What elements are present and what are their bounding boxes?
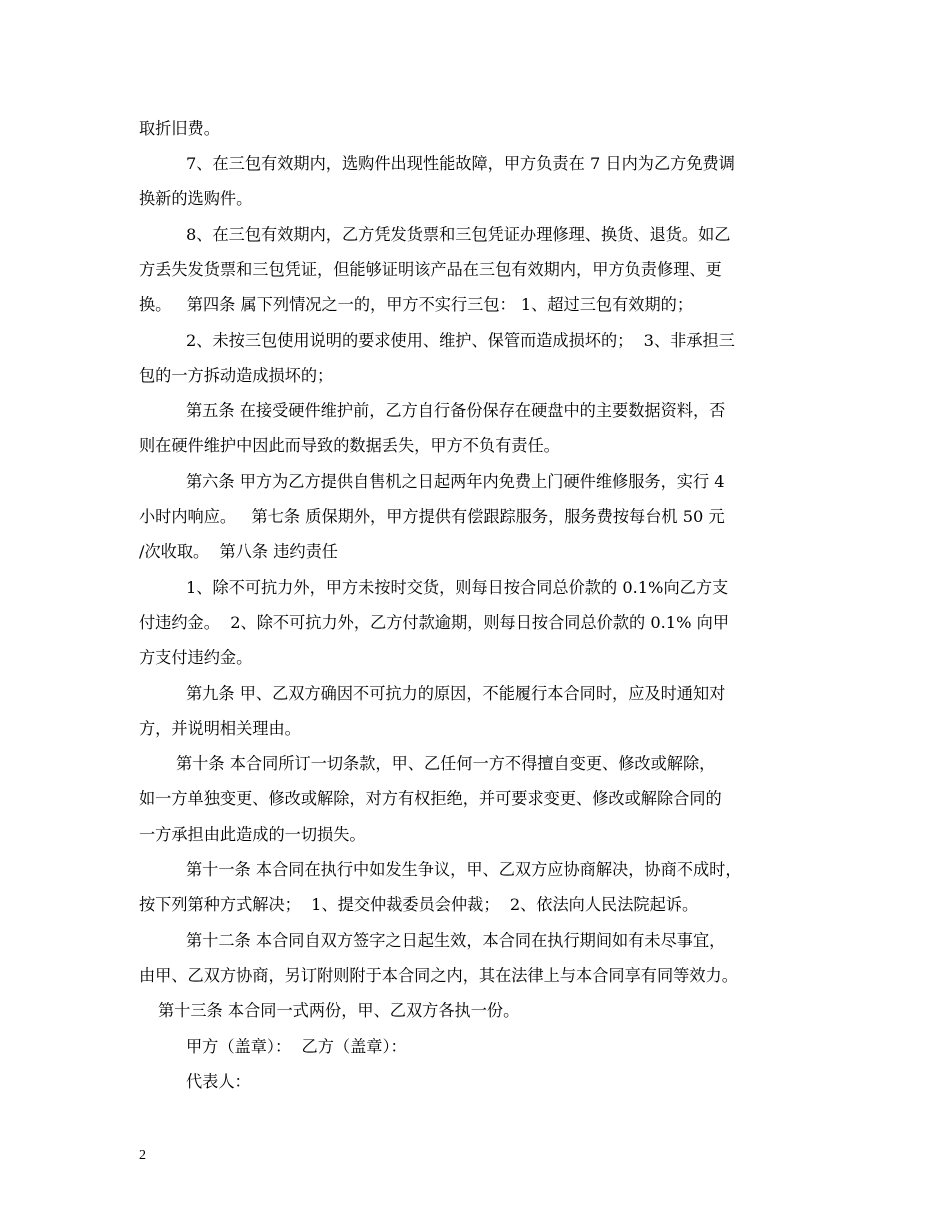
text-line: 7、在三包有效期内，选购件出现性能故障，甲方负责在 7 日内为乙方免费调 <box>186 154 735 173</box>
text-line: 8、在三包有效期内，乙方凭发货票和三包凭证办理修理、换货、退货。如乙 <box>186 225 731 244</box>
text-line: 换新的选购件。 <box>139 189 253 208</box>
text-line: 第十条 本合同所订一切条款，甲、乙任何一方不得擅自变更、修改或解除， <box>176 754 716 773</box>
page-number: 2 <box>139 1148 146 1163</box>
text-line: 方丢失发货票和三包凭证，但能够证明该产品在三包有效期内，甲方负责修理、更 <box>139 260 722 279</box>
text-line: 2、未按三包使用说明的要求使用、维护、保管而造成损坏的； 3、非承担三 <box>186 331 735 350</box>
text-line: 代表人： <box>186 1072 251 1091</box>
text-line: 则在硬件维护中因此而导致的数据丢失，甲方不负有责任。 <box>139 436 560 455</box>
text-line: 由甲、乙双方协商，另订附则附于本合同之内，其在法律上与本合同享有同等效力。 <box>139 966 738 985</box>
text-line: 付违约金。 2、除不可抗力外，乙方付款逾期，则每日按合同总价款的 0.1% 向甲 <box>139 613 730 632</box>
text-line: 1、除不可抗力外，甲方未按时交货，则每日按合同总价款的 0.1%向乙方支 <box>186 578 729 597</box>
text-line: 第十三条 本合同一式两份，甲、乙双方各执一份。 <box>158 1001 520 1020</box>
text-line: 如一方单独变更、修改或解除，对方有权拒绝，并可要求变更、修改或解除合同的 <box>139 789 722 808</box>
text-line: 一方承担由此造成的一切损失。 <box>139 825 366 844</box>
text-line: 第六条 甲方为乙方提供自售机之日起两年内免费上门硬件维修服务，实行 4 <box>186 472 725 491</box>
text-line: 第十一条 本合同在执行中如发生争议，甲、乙双方应协商解决，协商不成时， <box>186 860 742 879</box>
text-line: 小时内响应。 第七条 质保期外，甲方提供有偿跟踪服务，服务费按每台机 50 元 <box>139 507 725 526</box>
text-line: 方支付违约金。 <box>139 648 253 667</box>
text-line: 第五条 在接受硬件维护前，乙方自行备份保存在硬盘中的主要数据资料，否 <box>186 401 726 420</box>
text-line: 按下列第种方式解决； 1、提交仲裁委员会仲裁； 2、依法向人民法院起诉。 <box>139 895 699 914</box>
text-line: 第十二条 本合同自双方签字之日起生效，本合同在执行期间如有未尽事宜， <box>186 931 726 950</box>
text-line: 换。 第四条 属下列情况之一的，甲方不实行三包： 1、超过三包有效期的； <box>139 295 694 314</box>
text-line: 包的一方拆动造成损坏的； <box>139 366 334 385</box>
text-line: 第九条 甲、乙双方确因不可抗力的原因，不能履行本合同时，应及时通知对 <box>186 684 726 703</box>
text-line: /次收取。 第八条 违约责任 <box>139 542 338 561</box>
text-line: 方，并说明相关理由。 <box>139 719 301 738</box>
text-line: 甲方（盖章）： 乙方（盖章）： <box>186 1037 407 1056</box>
text-line: 取折旧费。 <box>139 119 220 138</box>
